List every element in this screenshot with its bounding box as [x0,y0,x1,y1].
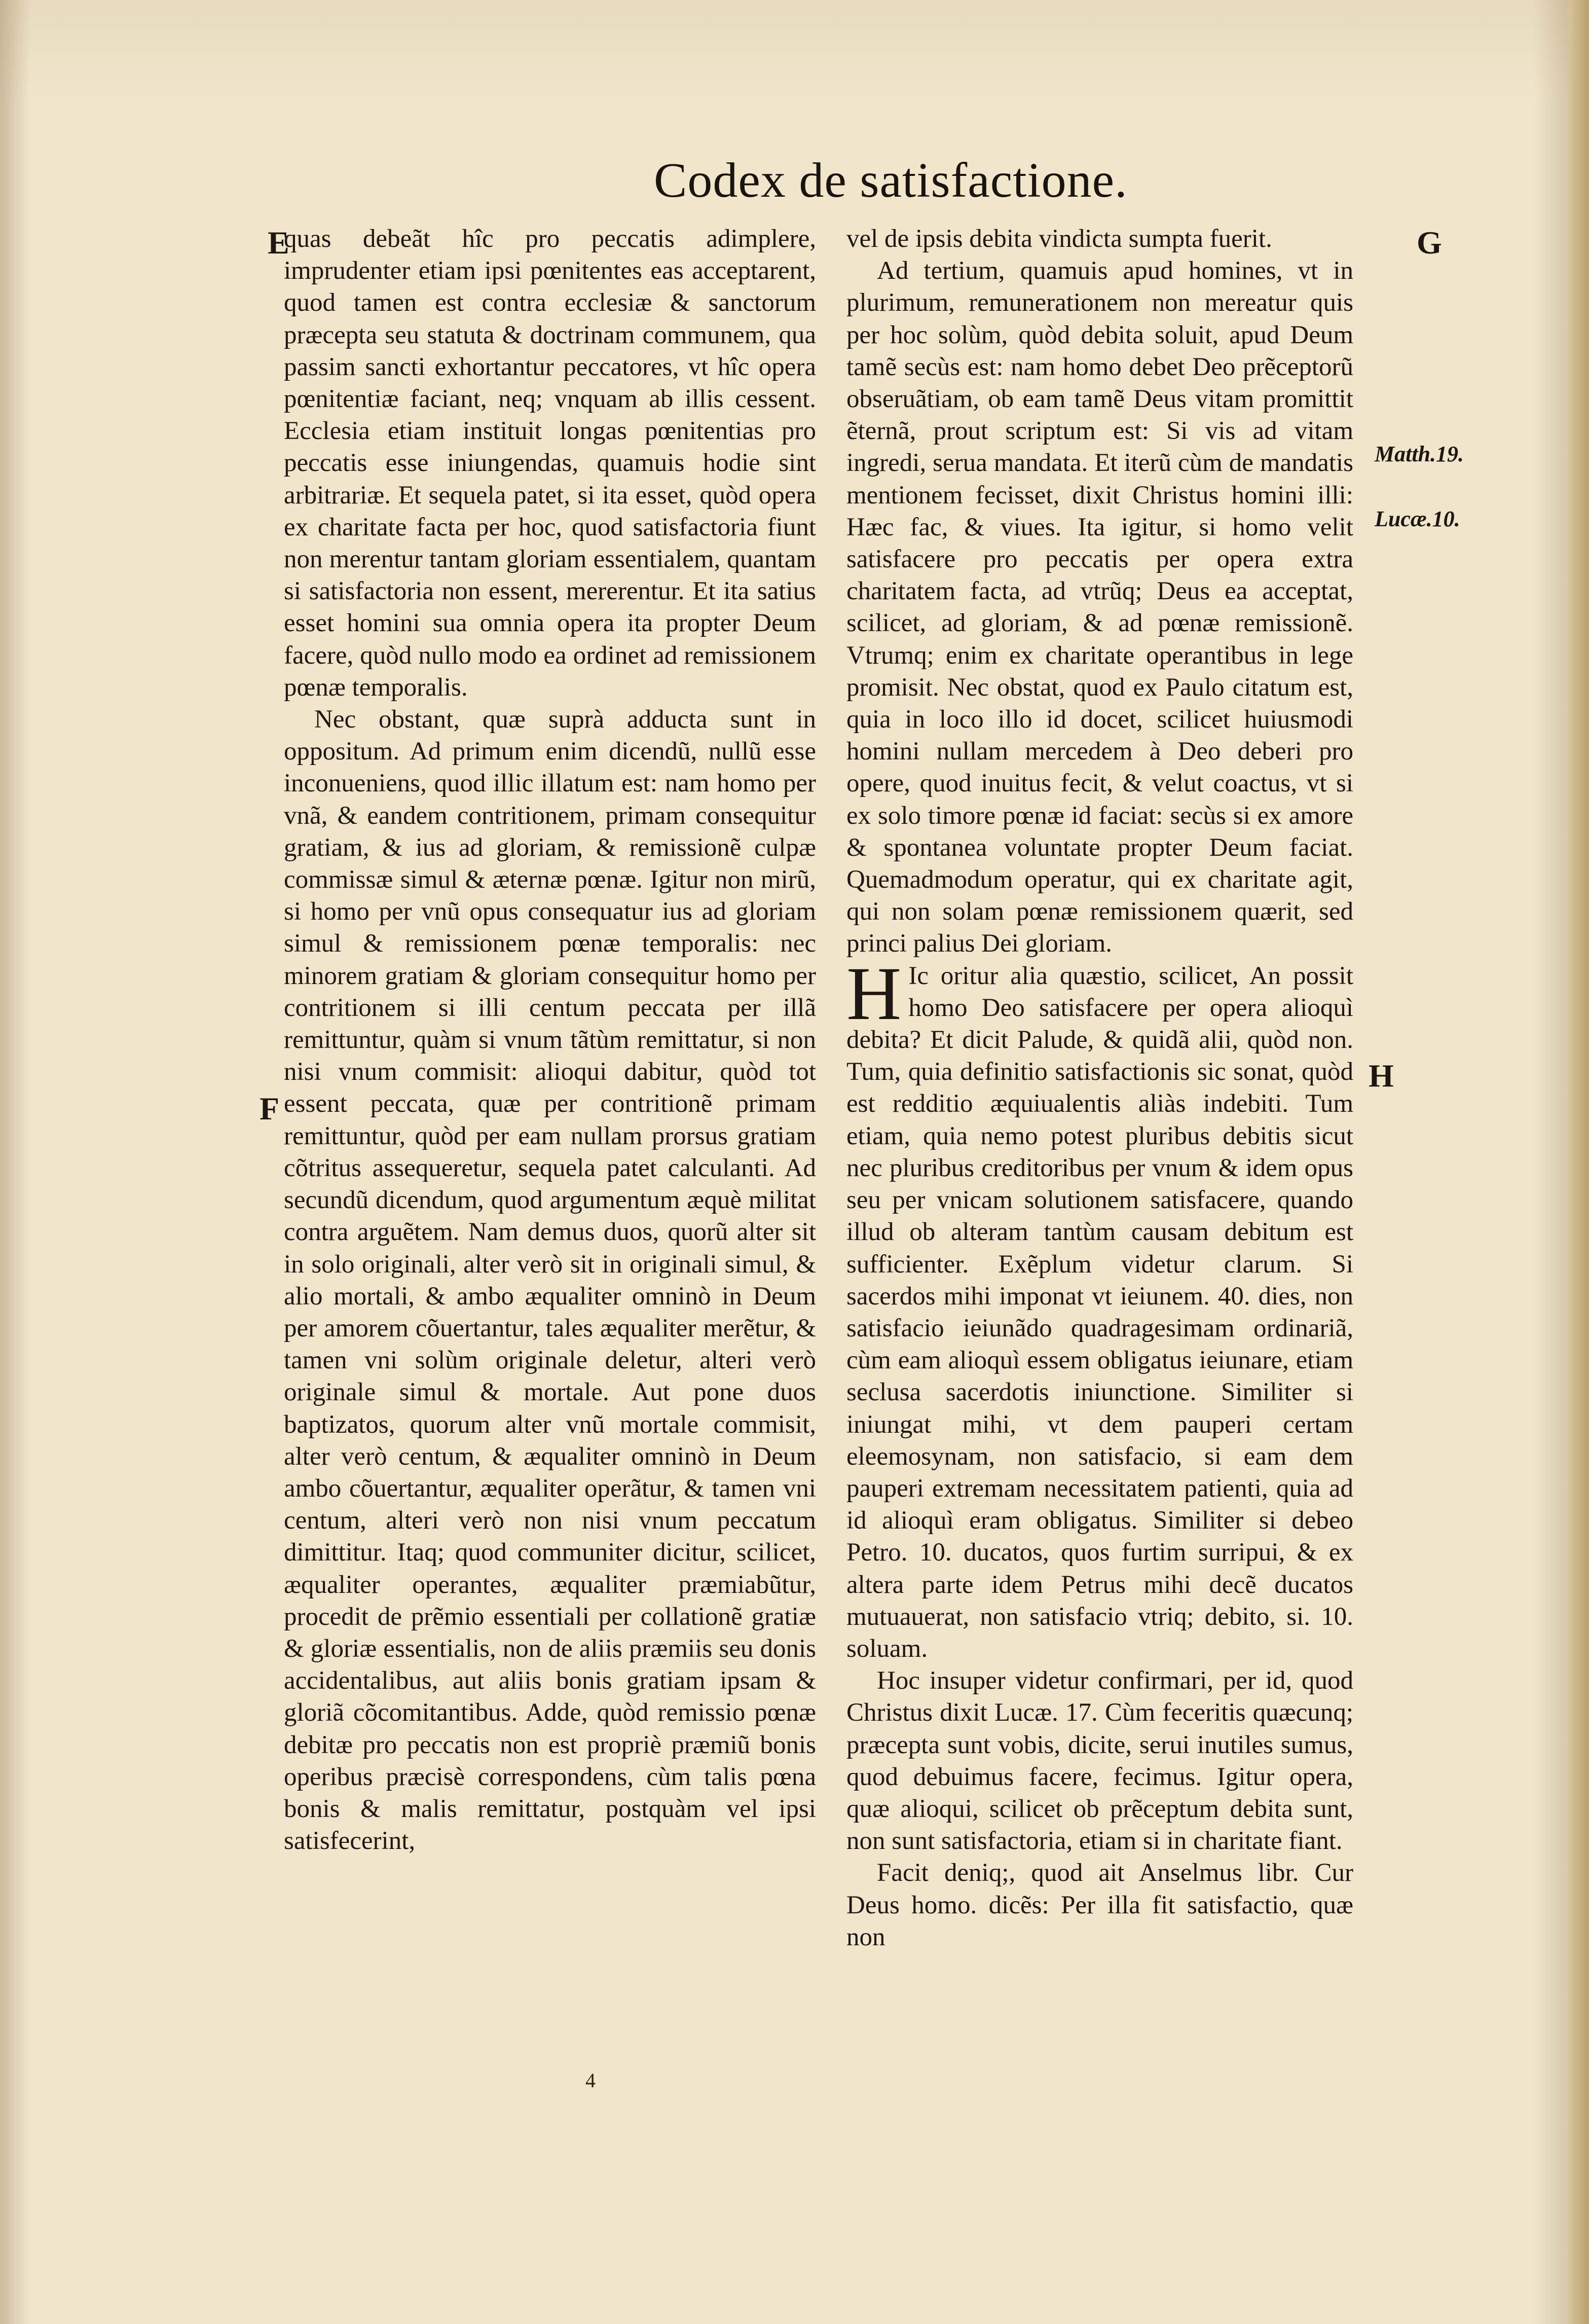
paragraph: Nec obstant, quæ suprà adducta sunt in oppositum. Ad primum enim dicendũ, nullũ esse inconueniens, quod illic illatum est: nam homo per vnã, & eandem contritionem, primam consequitur gratiam, & ius ad gloriam, & remissionẽ culpæ commissæ simul & æternæ pœnæ. Igitur non mirũ, si homo per vnũ opus consequatur ius ad gloriam simul & remissionem pœnæ temporalis: nec minorem gratiam & gloriam consequitur homo per contritionem si illi centum peccata per illã remittuntur, quàm si vnum tãtùm remittatur, si non nisi vnum commisit: alioqui dabitur, quòd tot essent peccata, quæ per contritionẽ primam remittuntur, quòd per eam nullam prorsus gratiam cõtritus assequeretur, sequela patet calculanti. Ad secundũ dicendum, quod argumentum æquè militat contra arguẽtem. Nam demus duos, quorũ alter sit in solo originali, alter verò sit in originali simul, & alio mortali, & ambo æqualiter omninò in Deum per amorem cõuertantur, tales æqualiter merẽtur, & tamen vni solùm originale deletur, alteri verò originale simul & mortale. Aut pone duos baptizatos, quorum alter vnũ mortale commisit, alter verò centum, & æqualiter omninò in Deum ambo cõuertantur, æqualiter operãtur, & tamen vni centum, alteri verò non nisi vnum peccatum dimittitur. Itaq; quod communiter dicitur, scilicet, æqualiter operantes, æqualiter præmiabũtur, procedit de prẽmio essentiali per collationẽ gratiæ & gloriæ essentialis, non de aliis præmiis seu donis accidentalibus, aut aliis bonis gratiam ipsam & gloriã cõcomitantibus. Adde, quòd remissio pœnæ debitæ pro peccatis non est propriè præmiũ bonis operibus præcisè correspondens, cùm talis pœna bonis & malis remittatur, postquàm vel ipsi satisfecerint, [284,705,816,1856]
section-marker-g: G [1417,225,1442,261]
paragraph-with-initial [846,951,1353,1665]
margin-note-matth: Matth.19. [1375,442,1464,466]
section-marker-f: F [260,1091,280,1127]
paragraph: Hoc insuper videtur confirmari, per id, quod Christus dixit Lucæ. 17. Cùm feceritis quæcunq; præcepta sunt vobis, dicite, serui inutiles sumus, quod debuimus facere, fecimus. Igitur opera, quæ alioqui, scilicet ob prẽceptum debita sunt, non sunt satisfactoria, etiam si in charitate fiant. [846,1666,1353,1856]
margin-note-luc: Lucæ.10. [1375,506,1460,531]
paragraph: quas debeãt hîc pro peccatis adimplere, imprudenter etiam ipsi pœnitentes eas acceptarent, quod tamen est contra ecclesiæ & sanctorum præcepta seu statuta & doctrinam communem, qua passim sancti exhortantur peccatores, vt hîc opera pœnitentiæ faciant, neq; vnquam ab illis cessent. Ecclesia etiam instituit longas pœnitentias pro peccatis esse iniungendas, quamuis hodie sint arbitrariæ. Et sequela patet, si ita esset, quòd opera ex charitate facta per hoc, quod satisfactoria fiunt non merentur tantam gloriam essentialem, quantam si satisfactoria non essent, mererentur. Et ita satius esset homini sua omnia opera ita propter Deum facere, quòd nullo modo ea ordinet ad remissionem pœnæ temporalis. [284,225,816,702]
paragraph-text: Ic oritur alia quæstio, scilicet, An possit homo Deo satisfacere per opera alioquì debita? Et dicit Palude, & quidã alii, quòd non. Tum, quia definitio satisfactionis sic sonat, quòd est redditio æquiualentis aliàs indebiti. Tum etiam, quia nemo potest pluribus debitis sicut nec pluribus creditoribus per vnum & idem opus seu per vnicam solutionem satisfacere, quando illud ob alteram tantùm causam debitum est sufficienter. Exẽplum videtur clarum. Si sacerdos mihi imponat vt ieiunem. 40. dies, non satisfacio ieiunãdo quadragesimam ordinariã, cùm eam alioquì essem obligatus ieiunare, etiam seclusa sacerdotis iniunctione. Similiter si iniungat mihi, vt dem pauperi certam eleemosynam, non satisfacio, si eam dem pauperi extremam necessitatem patienti, quia ad id alioquì eram obligatus. Similiter si debeo Petro. 10. ducatos, quos furtim surripui, & ex altera parte idem Petrus mihi decẽ ducatos mutuauerat, non satisfacio vtriq; debito, si. 10. soluam. [846,961,1353,1663]
paragraph: Facit deniq;, quod ait Anselmus libr. Cur Deus homo. dicẽs: Per illa fit satisfactio, quæ non [846,1859,1353,1951]
folio-mark: 4 [585,2069,596,2092]
page-gutter [1569,0,1589,2324]
page-title: Codex de satisfactione. [654,153,1128,208]
paragraph: Ad tertium, quamuis apud homines, vt in plurimum, remunerationem non mereatur quis per hoc solùm, quòd debita soluit, apud Deum tamẽ secùs est: nam homo debet Deo prẽceptorũ obseruãtiam, ob eam tamẽ Deus vitam promittit ẽternã, prout scriptum est: Si vis ad vitam ingredi, serua mandata. Et iterũ cùm de mandatis mentionem fecisset, dixit Christus homini illi: Hæc fac, & viues. Ita igitur, si homo velit satisfacere pro peccatis per opera extra charitatem facta, ad vtrũq; Deus ea acceptat, scilicet, ad gloriam, & ad pœnæ remissionẽ. Vtrumq; enim ex charitate operantibus in lege promisit. Nec obstat, quod ex Paulo citatum est, quia in loco illo id docet, scilicet huiusmodi homini nullam mercedem à Deo deberi pro opere, quod inuitus fecit, & velut coactus, vt si ex solo timore pœnæ id faciat: secùs si ex amore & spontanea voluntate propter Deum faciat. Quemadmodum operatur, qui ex charitate agit, qui non solam pœnæ remissionem quærit, sed princi palius Dei gloriam. [846,257,1353,958]
right-column [846,223,1353,1953]
section-marker-h: H [1369,1058,1394,1094]
paragraph: vel de ipsis debita vindicta sumpta fuerit. [846,225,1272,253]
drop-initial: H [846,951,902,1036]
section-marker-e: E [268,225,289,261]
left-column [284,223,816,1857]
